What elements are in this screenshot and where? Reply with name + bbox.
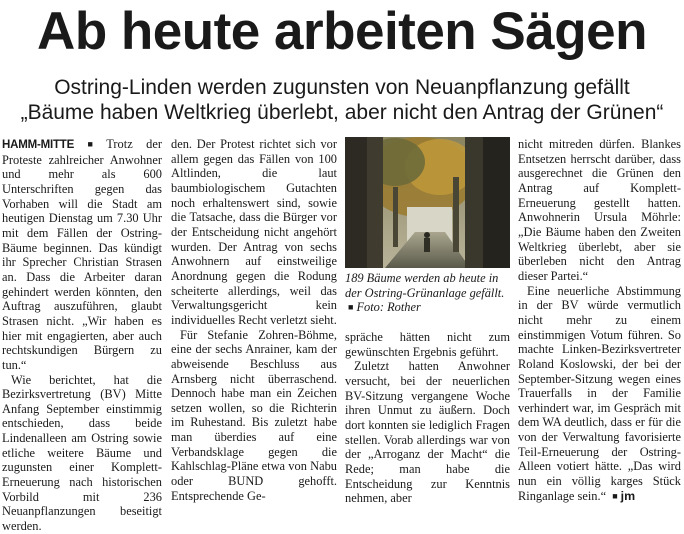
bullet-icon: ■ xyxy=(612,490,618,501)
photo-credit: Foto: Rother xyxy=(356,300,421,315)
photo-caption xyxy=(345,271,510,315)
caption-text: 189 Bäume werden ab heute in der Ostring-Grünanlage gefällt. xyxy=(345,271,505,300)
article-photo xyxy=(345,137,510,268)
subheadline-2: „Bäume haben Weltkrieg überlebt, aber nicht den Antrag der Grünen“ xyxy=(20,101,664,124)
paragraph-6: Zuletzt hatten Anwohner versucht, bei der neuerlichen BV-Sitzung vergangene Woche ihren Unmut zu äußern. Doch dort konnten sie lediglich Fragen stellen. Vorab allerdings war von der „Arroganz der Macht“ die Rede; man habe die Entscheidung zur Kenntnis nehmen, aber xyxy=(345,359,510,506)
column-1 xyxy=(2,137,162,534)
column-3 xyxy=(345,330,510,506)
paragraph-8-text: Eine neuerliche Abstimmung in der BV würde vermutlich nicht mehr zu einem einstimmigen Votum führen. So machte Linken-Bezirksvertreter Roland Koslowski, der bei der September-Sitzung wegen eines Trauerfalls in der Familie verhindert war, im Gespräch mit dem WA deutlich, dass er für die von der Verwaltung favorisierte Teil-Erneuerung der Ostring-Alleen votiert hätte. „Das wird nun ein völlig karges Stück Ringanlage sein.“ xyxy=(518,283,681,503)
subheadline-1: Ostring-Linden werden zugunsten von Neuanpflanzung gefällt xyxy=(54,76,630,99)
dateline: HAMM-MITTE xyxy=(2,139,75,151)
column-2 xyxy=(171,137,337,503)
paragraph-3: den. Der Protest richtet sich vor allem gegen das Fällen von 100 Altlinden, die laut baumbiologischem Gutachten noch erhaltenswert sind, sowie die Tatsache, dass die Bürger vor der Entscheidung nicht angehört wurden. Der Antrag von sechs Anwohnern auf einstweilige Anordnung gegen die Rodung scheiterte allerdings, weil das Verwaltungsgericht kein individuelles Recht verletzt sieht. xyxy=(171,137,337,327)
paragraph-8 xyxy=(518,284,681,504)
paragraph-4: Für Stefanie Zohren-Böhme, eine der sechs Anrainer, kam der abweisende Beschluss aus Arnsberg nicht überraschend. Dennoch habe man ein Zeichen setzen wollen, so die Richterin im Ruhestand. Bis zuletzt habe man überdies auf eine Verbandsklage gegen die Kahlschlag-Pläne etwa von Nabu oder BUND gehofft. Entsprechende Ge- xyxy=(171,327,337,503)
paragraph-5: spräche hätten nicht zum gewünschten Ergebnis geführt. xyxy=(345,330,510,359)
bullet-icon: ■ xyxy=(348,302,354,313)
author-initials: jm xyxy=(620,488,636,503)
bullet-icon: ■ xyxy=(77,139,104,149)
paragraph-2: Wie berichtet, hat die Bezirksvertretung (BV) Mitte Anfang September einstimmig entschieden, dass beide Lindenalleen am Ostring sowie etliche weitere Bäume und zugunsten einer Komplett-Erneuerung nach historischen Vorbild mit 236 Neuanpflanzungen beseitigt werden. xyxy=(2,372,162,534)
paragraph-1 xyxy=(2,137,162,373)
headline: Ab heute arbeiten Sägen xyxy=(37,2,647,61)
column-4 xyxy=(518,137,681,503)
paragraph-7: nicht mitreden dürfen. Blankes Entsetzen herrscht darüber, dass ausgerechnet die Grünen den Antrag auf Komplett-Erneuerung gestellt hatten. Anwohnerin Ursula Möhrle: „Die Bäume haben den Zweiten Weltkrieg überlebt, aber sie überleben nicht den Antrag dieser Partei.“ xyxy=(518,137,681,283)
linden-alley-photo xyxy=(345,137,510,268)
paragraph-1-text: Trotz der Proteste zahlreicher Anwohner und mehr als 600 Unterschriften gegen das Vorhaben will die Stadt am heutigen Dienstag um 7.30 Uhr mit dem Fällen der Ostring-Bäume beginnen. Das kündigt ihr Sprecher Christian Strasen an. Dass die Arbeiter daran gehindert werden könnten, den Auftrag auszuführen, glaubt Strasen nicht. „Wir haben es hier mit engagierten, aber auch rechtskundigen Bürgern zu tun.“ xyxy=(2,137,162,372)
